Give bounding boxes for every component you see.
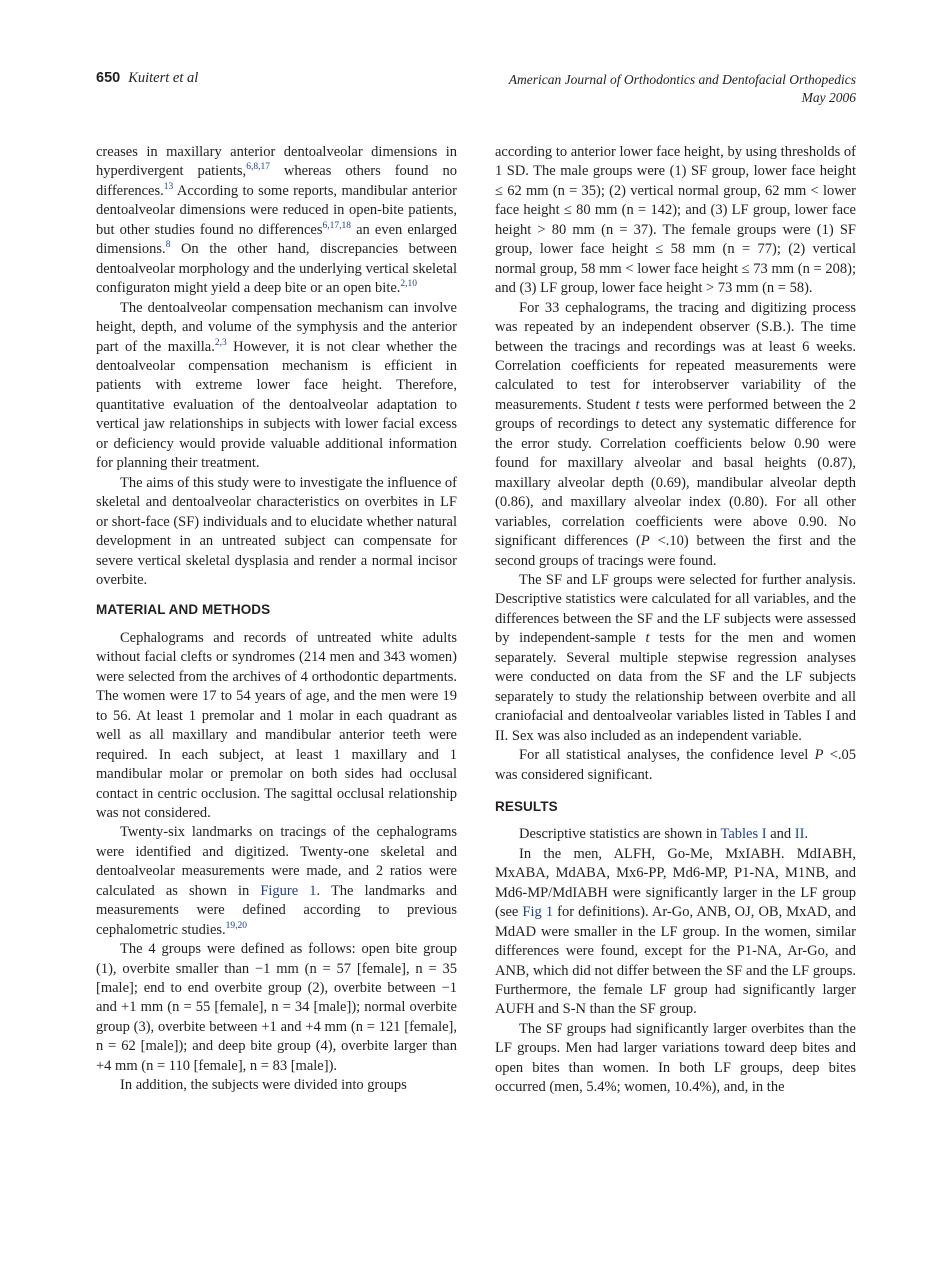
paragraph: For 33 cephalograms, the tracing and digitizing process was repeated by an independent observer (S.B.). The time between the tracings and recordings was at least 6 weeks. Correlation coefficients for repeated measurements were calculated to test for interobserver variability of the measurements. Student t tests were performed between the 2 groups of recordings to detect any systematic difference for the error study. Correlation coefficients below 0.90 were found for maxillary alveolar and basal heights (0.87), maxillary alveolar depth (0.69), mandibular alveolar depth (0.86), and maxillary alveolar index (0.80). For all other variables, correlation coefficients were above 0.90. No significant differences (P <.10) between the first and the second groups of tracings were found.: [495, 299, 856, 569]
paragraph: Twenty-six landmarks on tracings of the cephalograms were identified and digitized. Twenty-one skeletal and dentoalveolar measurements were made, and 2 ratios were calculated as shown in Figure 1. The landmarks and measurements were defined according to previous cephalometric studies.$^{19,20}$: [96, 824, 457, 938]
running-authors: Kuitert et al: [128, 70, 199, 86]
paragraph: creases in maxillary anterior dentoalveolar dimensions in hyperdivergent patients,$^{6,8,17}$ whereas others found no differences.$^{13}$ According to some reports, mandibular anterior dentoalveolar dimensions were reduced in open-bite patients, but other studies found no differences$^{6,17,18}$ an even enlarged dimensions.$^8$ On the other hand, discrepancies between dentoalveolar morphology and the underlying vertical skeletal configuraton might yield a deep bite or an open bite.$^{2,10}$: [96, 144, 457, 297]
right-column: [495, 143, 856, 1098]
figure-link[interactable]: Figure 1: [260, 882, 317, 899]
citation[interactable]: 6,17,18: [322, 220, 352, 231]
running-header-right: [509, 71, 856, 107]
paragraph: according to anterior lower face height, by using thresholds of 1 SD. The male groups were (1) SF group, lower face height ≤ 62 mm (n = 35); (2) vertical normal group, 62 mm < lower face height ≤ 80 mm (n = 142); and (3) LF group, lower face height > 80 mm (n = 37). The female groups were (1) SF group, lower face height ≤ 58 mm (n = 77); (2) vertical normal group, 58 mm < lower face height ≤ 73 mm (n = 208); and (3) LF group, lower face height > 73 mm (n = 58).: [495, 144, 856, 297]
citation[interactable]: 19,20: [225, 920, 248, 931]
paragraph: For all statistical analyses, the confidence level P <.05 was considered significant.: [495, 747, 856, 783]
citation[interactable]: 6,8,17: [246, 162, 270, 173]
paragraph: The SF groups had significantly larger overbites than the LF groups. Men had larger variations toward deep bites and open bites than women. In both LF groups, deep bites occurred (men, 5.4%; women, 10.4%), and, in the: [495, 1020, 856, 1096]
journal-title: American Journal of Orthodontics and Dentofacial Orthopedics: [508, 72, 856, 87]
citation[interactable]: 2,10: [400, 279, 418, 290]
section-heading-results: RESULTS: [495, 798, 558, 814]
citation[interactable]: 2,3: [214, 337, 227, 348]
left-column: [96, 143, 457, 1096]
paragraph: In the men, ALFH, Go-Me, MxIABH. MdIABH, MxABA, MdABA, Mx6-PP, Md6-MP, P1-NA, M1NB, and Md6-MP/MdIABH were significantly larger in the LF group (see Fig 1 for definitions). Ar-Go, ANB, OJ, OB, MxAD, and MdAD were smaller in the LF group. In the women, similar differences were found, except for the P1-NA, Ar-Go, and ANB, which did not differ between the SF and the LF groups. Furthermore, the female LF group had significantly larger AUFH and S-N than the SF group.: [495, 845, 857, 1018]
paragraph: Descriptive statistics are shown in Tables I and II.: [519, 826, 809, 843]
figure-link[interactable]: Fig 1: [522, 904, 554, 921]
citation[interactable]: 8: [165, 240, 171, 251]
paragraph: The dentoalveolar compensation mechanism can involve height, depth, and volume of the symphysis and the anterior part of the maxilla.$^{2,3}$ However, it is not clear whether the dentoalveolar compensation mechanism is efficient in patients with extreme lower face height. Therefore, quantitative evaluation of the dentoalveolar adaptation to vertical jaw relationships in subjects with lower facial excess or deficiency would provide valuable additional information for planning their treatment.: [96, 299, 457, 472]
paragraph: Cephalograms and records of untreated white adults without facial clefts or syndromes (214 men and 343 women) were selected from the archives of 4 orthodontic departments. The women were 17 to 54 years of age, and the men were 19 to 56. At least 1 premolar and 1 molar in each quadrant as well as all maxillary and mandibular anterior teeth were required. In each subject, at least 1 maxillary and 1 mandibular molar or premolar on both sides had occlusal contact in centric occlusion. The sagittal occlusal relationship was not considered.: [96, 629, 457, 821]
section-heading-methods: MATERIAL AND METHODS: [96, 602, 271, 618]
paragraph: In addition, the subjects were divided into groups: [120, 1077, 407, 1094]
paragraph: The 4 groups were defined as follows: open bite group (1), overbite smaller than −1 mm (n = 57 [female], n = 35 [male]; end to end overbite group (2), overbite between −1 and +1 mm (n = 55 [female], n = 34 [male]); normal overbite group (3), overbite between +1 and +4 mm (n = 121 [female], n = 62 [male]); and deep bite group (4), overbite larger than +4 mm (n = 110 [female], n = 83 [male]).: [96, 941, 457, 1074]
table-link[interactable]: II: [794, 826, 805, 843]
running-header-left: [96, 70, 198, 87]
citation[interactable]: 13: [163, 181, 174, 192]
issue-date: May 2006: [801, 90, 856, 105]
paragraph: The SF and LF groups were selected for further analysis. Descriptive statistics were calculated for all variables, and the differences between the SF and the LF subjects were assessed by independent-sample t tests for the men and women separately. Several multiple stepwise regression analyses were conducted on data from the SF and the LF subjects separately to study the relationship between overbite and all craniofacial and dentoalveolar variables listed in Tables I and II. Sex was also included as an independent variable.: [495, 571, 856, 744]
paragraph: The aims of this study were to investigate the influence of skeletal and dentoalveolar characteristics on overbites in LF or short-face (SF) individuals and to elucidate whether natural development in an untreated subject can compensate for severe vertical skeletal dysplasia and render a normal incisor overbite.: [96, 474, 457, 588]
table-link[interactable]: Tables I: [720, 826, 767, 843]
page-number: 650: [96, 70, 121, 86]
